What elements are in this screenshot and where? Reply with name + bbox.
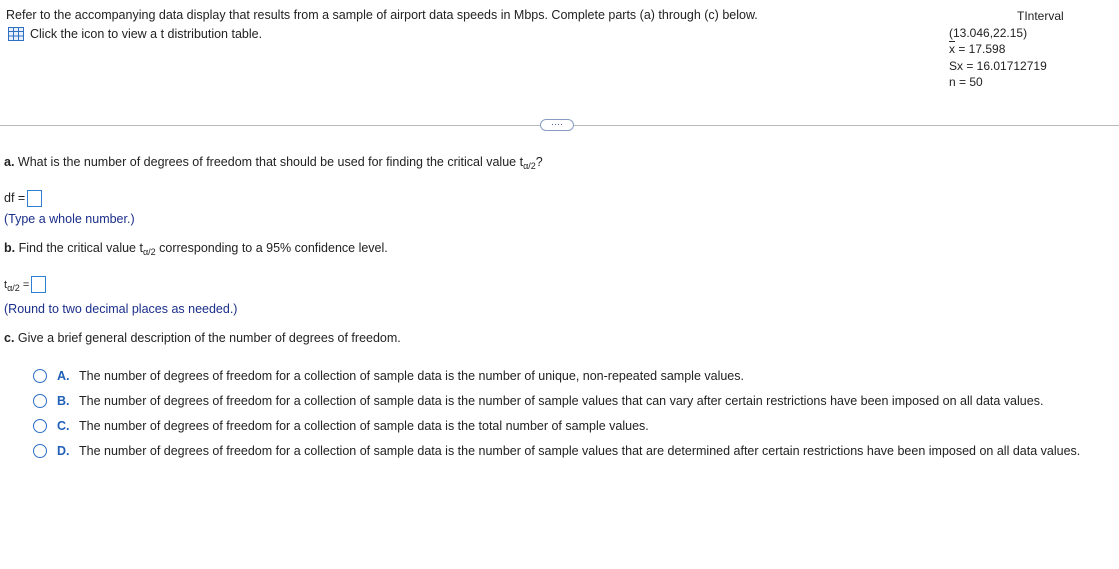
option-b-text[interactable]: The number of degrees of freedom for a collection of sample data is the number of sample values that can vary after certain restrictions have been imposed on all data values. bbox=[79, 394, 1044, 408]
part-b-letter: b. bbox=[4, 241, 16, 255]
part-b-text: Find the critical value t bbox=[15, 241, 143, 255]
option-d-text[interactable]: The number of degrees of freedom for a collection of sample data is the number of sample values that are determined after certain restrictions have been imposed on all data values. bbox=[79, 444, 1081, 458]
option-d-radio[interactable] bbox=[33, 444, 47, 458]
option-c-letter: C. bbox=[57, 419, 70, 433]
t-field-row bbox=[4, 276, 46, 293]
option-c-text[interactable]: The number of degrees of freedom for a collection of sample data is the total number of sample values. bbox=[79, 419, 649, 433]
xbar-value: = 17.598 bbox=[958, 42, 1006, 56]
part-a-end: ? bbox=[535, 155, 543, 169]
t-label-subscript: α/2 bbox=[7, 282, 20, 293]
tinterval-title: TInterval bbox=[1017, 9, 1064, 23]
t-table-link-text[interactable]: Click the icon to view a t distribution table. bbox=[30, 27, 263, 41]
option-a-radio[interactable] bbox=[33, 369, 47, 383]
t-critical-input[interactable] bbox=[31, 276, 46, 293]
part-a-subscript: α/2 bbox=[523, 161, 536, 171]
t-table-link[interactable] bbox=[8, 27, 262, 41]
tinterval-display bbox=[949, 8, 1064, 91]
part-c-text: Give a brief general description of the number of degrees of freedom. bbox=[14, 331, 401, 345]
t-label: t bbox=[4, 278, 8, 291]
option-a[interactable] bbox=[33, 369, 744, 383]
xbar-symbol: $\overline{x}$ bbox=[949, 42, 955, 56]
tinterval-xbar bbox=[949, 41, 1064, 58]
part-b-end: corresponding to a 95% confidence level. bbox=[155, 241, 388, 255]
part-c-letter: c. bbox=[4, 331, 15, 345]
problem-intro: Refer to the accompanying data display that results from a sample of airport data speeds in Mbps. Complete parts (a) through (c) below. bbox=[6, 8, 758, 22]
part-b-hint: (Round to two decimal places as needed.) bbox=[4, 302, 238, 316]
part-b-subscript: α/2 bbox=[142, 247, 156, 257]
tinterval-sx: Sx = 16.01712719 bbox=[949, 58, 1047, 73]
df-input[interactable] bbox=[27, 190, 42, 207]
tinterval-n: n = 50 bbox=[949, 75, 983, 89]
option-a-letter: A. bbox=[57, 369, 70, 383]
part-b-question bbox=[4, 241, 388, 255]
tinterval-interval: (13.046,22.15) bbox=[949, 25, 1028, 40]
option-b[interactable] bbox=[33, 394, 1043, 408]
option-d-letter: D. bbox=[57, 444, 70, 458]
part-a-question bbox=[4, 155, 543, 169]
df-label: df = bbox=[4, 190, 26, 205]
option-d[interactable] bbox=[33, 444, 1080, 458]
part-a-text: What is the number of degrees of freedom that should be used for finding the critical value t bbox=[14, 155, 524, 169]
option-c[interactable] bbox=[33, 419, 649, 433]
part-a-letter: a. bbox=[4, 155, 15, 169]
part-a-hint: (Type a whole number.) bbox=[4, 212, 135, 226]
option-a-text[interactable]: The number of degrees of freedom for a collection of sample data is the number of unique, non-repeated sample values. bbox=[79, 369, 744, 383]
option-b-radio[interactable] bbox=[33, 394, 47, 408]
option-b-letter: B. bbox=[57, 394, 70, 408]
expand-more-button[interactable]: ···· bbox=[540, 119, 574, 131]
t-label-eq: = bbox=[19, 278, 30, 291]
table-icon[interactable] bbox=[8, 27, 24, 41]
df-field-row bbox=[4, 190, 42, 207]
option-c-radio[interactable] bbox=[33, 419, 47, 433]
part-c-question bbox=[4, 331, 401, 345]
